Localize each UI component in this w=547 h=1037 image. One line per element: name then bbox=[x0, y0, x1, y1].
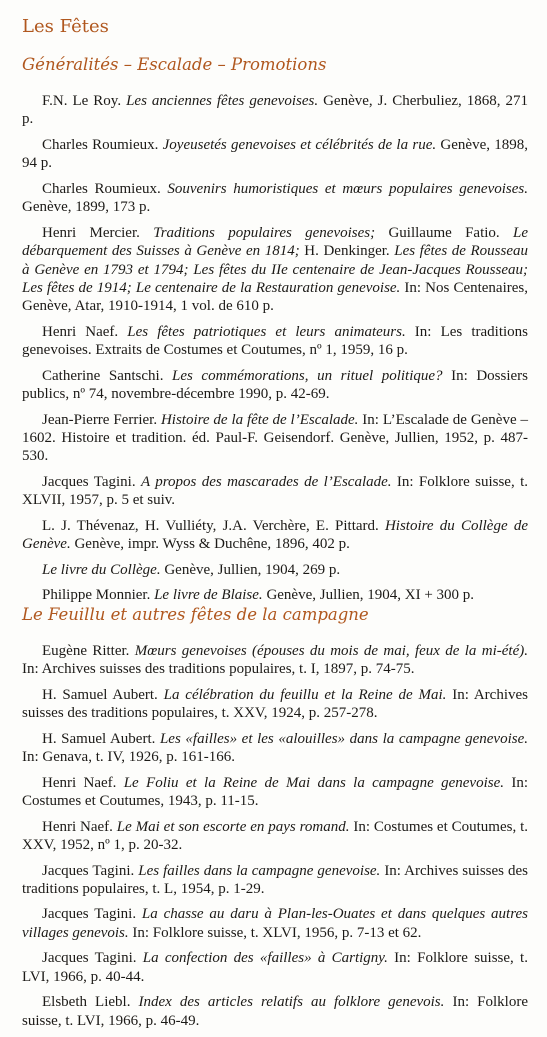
entry-details: Genève, J. Cherbuliez, 1868, 271 p. bbox=[22, 93, 529, 128]
entry-author: Catherine Santschi. bbox=[42, 367, 173, 384]
bibliography-entry bbox=[22, 224, 528, 316]
bibliography-entry bbox=[22, 586, 528, 604]
entry-title: Le livre du Collège. bbox=[42, 561, 161, 578]
entry-details: In: Folklore suisse, t. LVI, 1966, p. 46-49. bbox=[22, 994, 529, 1029]
entry-title: Le livre de Blaise. bbox=[154, 587, 263, 604]
entry-details: In: Costumes et Coutumes, t. XXV, 1952, nº 1, p. 20-32. bbox=[22, 818, 528, 854]
entry-title: La célébration du feuillu et la Reine de Mai. bbox=[163, 686, 447, 703]
bibliography-entry bbox=[22, 561, 528, 579]
bibliography-entry bbox=[22, 818, 528, 855]
bibliography-entry bbox=[22, 774, 528, 811]
entry-details: Genève, Jullien, 1904, XI + 300 p. bbox=[262, 587, 475, 604]
entry-details: In: Genava, t. IV, 1926, p. 161-166. bbox=[22, 749, 236, 766]
entry-title: Traditions populaires genevoises; bbox=[153, 224, 376, 241]
entry-details: In: L’Escalade de Genève – 1602. Histoire et tradition. éd. Paul-F. Geisendorf. Genève, Jullien, 1952, p. 487-530. bbox=[22, 411, 528, 465]
entry-details: Genève, 1898, 94 p. bbox=[22, 136, 529, 172]
entry-author: H. Samuel Aubert. bbox=[42, 686, 164, 703]
section-title-feuillu: Le Feuillu et autres fêtes de la campagne bbox=[22, 605, 369, 624]
entry-details: Genève, Jullien, 1904, 269 p. bbox=[160, 561, 341, 578]
entry-details: In: Archives suisses des traditions populaires, t. XXV, 1924, p. 257-278. bbox=[22, 686, 528, 722]
entry-details: In: Les traditions genevoises. Extraits de Costumes et Coutumes, nº 1, 1959, 16 p. bbox=[22, 323, 529, 359]
entry-author: Philippe Monnier. bbox=[42, 587, 155, 604]
entry-title: La confection des «failles» à Cartigny. bbox=[142, 950, 388, 967]
entry-details: H. Denkinger. bbox=[299, 243, 395, 260]
bibliography-entry bbox=[22, 949, 528, 986]
entry-title: La chasse au daru à Plan-les-Ouates et dans quelques autres villages genevois. bbox=[22, 906, 528, 941]
entry-author: Henri Mercier. bbox=[42, 224, 154, 241]
bibliography-entry bbox=[22, 862, 528, 899]
entry-title: Joyeusetés genevoises et célébrités de la rue. bbox=[162, 136, 437, 153]
entry-title: Les anciennes fêtes genevoises. bbox=[126, 93, 319, 109]
bibliography-entry bbox=[22, 411, 528, 466]
entry-author: Henri Naef. bbox=[42, 323, 128, 340]
bibliography-list-feuillu bbox=[22, 642, 528, 1037]
bibliography-entry bbox=[22, 180, 528, 217]
entry-author: Jean-Pierre Ferrier. bbox=[42, 411, 161, 428]
entry-author: Henri Naef. bbox=[42, 818, 117, 835]
section-title-generalites: Généralités – Escalade – Promotions bbox=[22, 55, 327, 74]
entry-author: Jacques Tagini. bbox=[42, 473, 141, 490]
entry-title: Les fêtes de Rousseau à Genève en 1793 et 1794; Les fêtes du IIe centenaire de Jean-Jacques Rousseau; Les fêtes de 1914; Le centenaire de la Restauration genevoise. bbox=[22, 243, 528, 296]
entry-author: Elsbeth Liebl. bbox=[42, 994, 139, 1011]
entry-author: H. Samuel Aubert. bbox=[42, 730, 160, 747]
entry-author: Henri Naef. bbox=[42, 774, 124, 791]
entry-title: Histoire de la fête de l’Escalade. bbox=[160, 411, 359, 428]
bibliography-entry bbox=[22, 367, 528, 404]
entry-details: Guillaume Fatio. bbox=[375, 224, 513, 241]
entry-title: Le Mai et son escorte en pays romand. bbox=[116, 818, 350, 835]
entry-title: Souvenirs humoristiques et mœurs populaires genevoises. bbox=[167, 180, 528, 197]
entry-details: Genève, 1899, 173 p. bbox=[22, 199, 151, 216]
entry-author: Jacques Tagini. bbox=[42, 906, 142, 923]
entry-details: In: Dossiers publics, nº 74, novembre-décembre 1990, p. 42-69. bbox=[22, 367, 529, 403]
bibliography-entry bbox=[22, 473, 528, 510]
bibliography-entry bbox=[22, 517, 528, 554]
entry-title: Les fêtes patriotiques et leurs animateurs. bbox=[127, 323, 406, 340]
entry-title: Le débarquement des Suisses à Genève en 1814; bbox=[22, 224, 528, 260]
bibliography-entry bbox=[22, 993, 528, 1030]
entry-details: In: Archives suisses des traditions populaires, t. L, 1954, p. 1-29. bbox=[22, 862, 528, 897]
entry-author: Charles Roumieux. bbox=[42, 180, 168, 197]
bibliography-entry bbox=[22, 136, 528, 173]
entry-title: Les commémorations, un rituel politique? bbox=[172, 367, 443, 384]
entry-author: Jacques Tagini. bbox=[42, 950, 143, 967]
entry-author: F.N. Le Roy. bbox=[42, 93, 127, 109]
bibliography-entry bbox=[22, 905, 528, 942]
entry-details: In: Folklore suisse, t. XLVII, 1957, p. 5 et suiv. bbox=[22, 473, 528, 509]
bibliography-list-generalites bbox=[22, 92, 528, 612]
entry-title: Index des articles relatifs au folklore genevois. bbox=[138, 994, 445, 1011]
entry-author: Charles Roumieux. bbox=[42, 136, 163, 153]
bibliography-entry bbox=[22, 730, 528, 767]
entry-details: In: Nos Centenaires, Genève, Atar, 1910-1914, 1 vol. de 610 p. bbox=[22, 279, 528, 315]
entry-title: Les «failles» et les «alouilles» dans la campagne genevoise. bbox=[159, 730, 528, 747]
entry-details: In: Archives suisses des traditions populaires, t. I, 1897, p. 74-75. bbox=[22, 661, 415, 678]
bibliography-entry bbox=[22, 642, 528, 679]
entry-author: Eugène Ritter. bbox=[42, 643, 135, 659]
bibliography-entry bbox=[22, 92, 528, 129]
chapter-title: Les Fêtes bbox=[22, 16, 109, 37]
entry-title: Le Foliu et la Reine de Mai dans la campagne genevoise. bbox=[123, 774, 505, 791]
bibliography-entry bbox=[22, 686, 528, 723]
entry-author: L. J. Thévenaz, H. Vulliéty, J.A. Verchère, E. Pittard. bbox=[42, 517, 385, 534]
entry-author: Jacques Tagini. bbox=[42, 862, 139, 879]
entry-details: In: Folklore suisse, t. LVI, 1966, p. 40-44. bbox=[22, 950, 528, 985]
entry-title: A propos des mascarades de l’Escalade. bbox=[140, 473, 392, 490]
entry-details: In: Folklore suisse, t. XLVI, 1956, p. 7-13 et 62. bbox=[128, 924, 422, 941]
entry-details: In: Costumes et Coutumes, 1943, p. 11-15. bbox=[22, 774, 529, 810]
entry-details: Genève, impr. Wyss & Duchêne, 1896, 402 p. bbox=[70, 536, 350, 553]
entry-title: Les failles dans la campagne genevoise. bbox=[138, 862, 381, 879]
bibliography-entry bbox=[22, 323, 528, 360]
entry-title: Histoire du Collège de Genève. bbox=[22, 517, 528, 553]
entry-title: Mœurs genevoises (épouses du mois de mai, feux de la mi-été). bbox=[134, 643, 528, 659]
